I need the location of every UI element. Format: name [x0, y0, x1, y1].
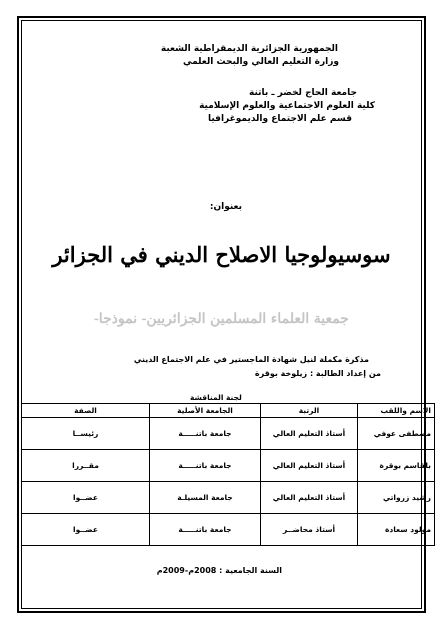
memo-description: مذكرة مكملة لنيل شهادة الماجستير في علم الاجتماع الديني	[133, 355, 369, 364]
member-rank: أستاذ التعليم العالي	[261, 482, 358, 514]
table-row	[22, 418, 435, 450]
member-university: جامعة المسيلـة	[150, 482, 261, 514]
member-rank: أستاذ التعليم العالي	[261, 450, 358, 482]
table-header-row	[22, 404, 435, 418]
column-header-role: الصفة	[22, 404, 150, 418]
member-role: رئيســا	[22, 418, 150, 450]
member-role: عضــوا	[22, 514, 150, 546]
member-name: مصطفى عوفي	[358, 418, 435, 450]
department-name: قسم علم الاجتماع والديموغرافيا	[208, 114, 352, 124]
republic-header: الجمهورية الجزائرية الديمقراطية الشعبة	[160, 44, 338, 54]
member-rank: أستاذ محاضــر	[261, 514, 358, 546]
column-header-university: الجامعة الأصلية	[150, 404, 261, 418]
table-row	[22, 482, 435, 514]
column-header-name: الاسم واللقب	[358, 404, 435, 418]
faculty-name: كلية العلوم الاجتماعية والعلوم الإسلامية	[199, 101, 375, 111]
member-university: جامعة باتنـــــة	[150, 514, 261, 546]
member-role: مقــررا	[22, 450, 150, 482]
thesis-title: سوسيولوجيا الاصلاح الديني في الجزائر	[52, 242, 391, 267]
member-name: رشيد زرواتي	[358, 482, 435, 514]
student-name: من إعداد الطالبة : زيلوخة بوقرة	[254, 369, 381, 378]
member-name: بلقاسم بوقرة	[358, 450, 435, 482]
column-header-rank: الرتبة	[261, 404, 358, 418]
thesis-subtitle: جمعية العلماء المسلمين الجزائريين- نموذجا-	[94, 311, 349, 327]
member-role: عضــوا	[22, 482, 150, 514]
academic-year: السنة الجامعية : 2008م-2009م	[156, 566, 282, 575]
member-rank: أستاذ التعليم العالي	[261, 418, 358, 450]
subject-label: بعنوان:	[209, 202, 242, 212]
university-name: جامعة الحاج لخضر ـ باتنة	[248, 88, 357, 98]
ministry-header: وزارة التعليم العالي والبحث العلمي	[182, 57, 339, 67]
member-university: جامعة باتنـــــة	[150, 450, 261, 482]
table-row	[22, 450, 435, 482]
member-university: جامعة باتنـــــة	[150, 418, 261, 450]
member-name: مولود سعادة	[358, 514, 435, 546]
committee-heading: لجنة المناقشة	[190, 393, 242, 402]
committee-table	[21, 403, 435, 546]
table-row	[22, 514, 435, 546]
